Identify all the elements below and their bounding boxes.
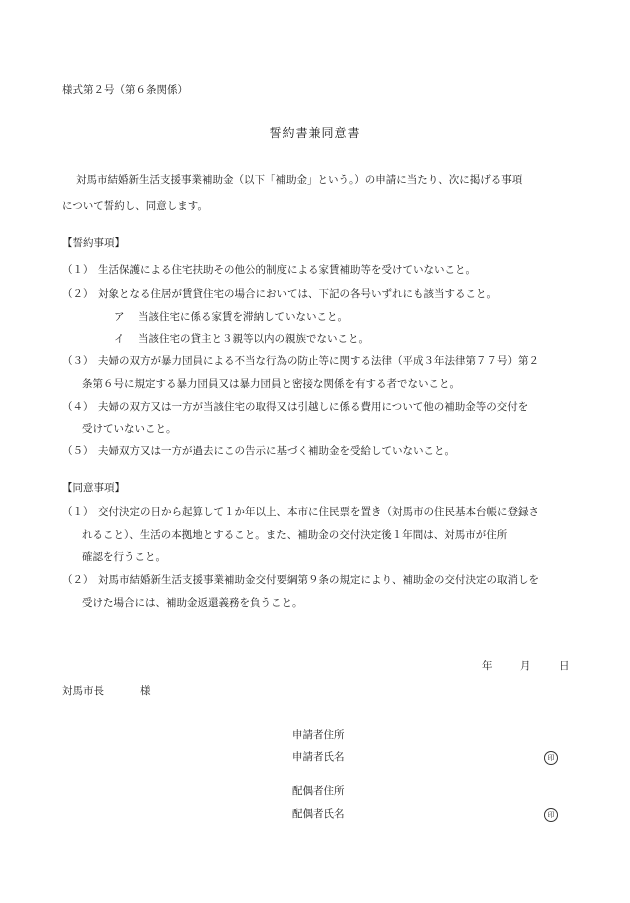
consent-item-text: 対馬市結婚新生活支援事業補助金交付要綱第９条の規定により、補助金の交付決定の取消しを	[98, 574, 539, 586]
spouse-seal-icon: 印	[544, 808, 558, 822]
consent-item-text-cont: 受けた場合には、補助金返還義務を負うこと。	[82, 597, 303, 609]
subitem-mark: イ	[114, 333, 125, 345]
pledge-item-number: （１）	[62, 264, 94, 276]
pledge-item-text: 夫婦の双方が暴力団員による不当な行為の防止等に関する法律（平成３年法律第７７号）第２	[98, 355, 539, 367]
pledge-item-number: （４）	[62, 401, 94, 413]
pledge-item-number: （２）	[62, 288, 94, 300]
pledge-item-text: 夫婦の双方又は一方が当該住宅の取得又は引越しに係る費用について他の補助金等の交付を	[98, 401, 529, 413]
pledge-item-text: 夫婦双方又は一方が過去にこの告示に基づく補助金を受給していないこと。	[98, 445, 455, 457]
applicant-seal-icon: 印	[544, 751, 558, 765]
consent-item-number: （２）	[62, 574, 94, 586]
consent-item-number: （１）	[62, 506, 94, 518]
spouse-address-label: 配偶者住所	[292, 785, 345, 797]
consent-item-text: 交付決定の日から起算して１か年以上、本市に住民票を置き（対馬市の住民基本台帳に登録さ	[98, 506, 539, 518]
pledge-item-text: 対象となる住居が賃貸住宅の場合においては、下記の各号いずれにも該当すること。	[98, 288, 497, 300]
subitem-text: 当該住宅に係る家賃を滞納していないこと。	[138, 311, 348, 323]
intro-line-1: 対馬市結婚新生活支援事業補助金（以下「補助金」という。）の申請に当たり、次に掲げる事項	[76, 174, 523, 186]
form-number: 様式第２号（第６条関係）	[62, 84, 188, 96]
document-title: 誓約書兼同意書	[269, 126, 361, 140]
consent-item-text-cont: 確認を行うこと。	[82, 551, 166, 563]
pledge-item-text-cont: 条第６号に規定する暴力団員又は暴力団員と密接な関係を有する者でないこと。	[82, 378, 460, 390]
pledge-item-number: （３）	[62, 355, 94, 367]
pledge-item-number: （５）	[62, 445, 94, 457]
consent-item-text-cont: れること）、生活の本拠地とすること。また、補助金の交付決定後１年間は、対馬市が住所	[82, 529, 508, 541]
date-day-label: 日	[559, 660, 570, 672]
pledge-heading: 【誓約事項】	[62, 237, 125, 249]
subitem-mark: ア	[114, 311, 125, 323]
pledge-item-text-cont: 受けていないこと。	[82, 423, 177, 435]
date-month-label: 月	[520, 660, 531, 672]
spouse-name-label: 配偶者氏名	[292, 808, 345, 820]
intro-line-2: について誓約し、同意します。	[62, 200, 208, 212]
addressee-name: 対馬市長	[62, 685, 104, 697]
date-year-label: 年	[482, 660, 493, 672]
applicant-address-label: 申請者住所	[292, 729, 345, 741]
subitem-text: 当該住宅の貸主と３親等以内の親族でないこと。	[138, 333, 369, 345]
addressee-honorific: 様	[140, 685, 151, 697]
pledge-item-text: 生活保護による住宅扶助その他公的制度による家賃補助等を受けていないこと。	[98, 264, 476, 276]
applicant-name-label: 申請者氏名	[292, 751, 345, 763]
consent-heading: 【同意事項】	[62, 482, 125, 494]
